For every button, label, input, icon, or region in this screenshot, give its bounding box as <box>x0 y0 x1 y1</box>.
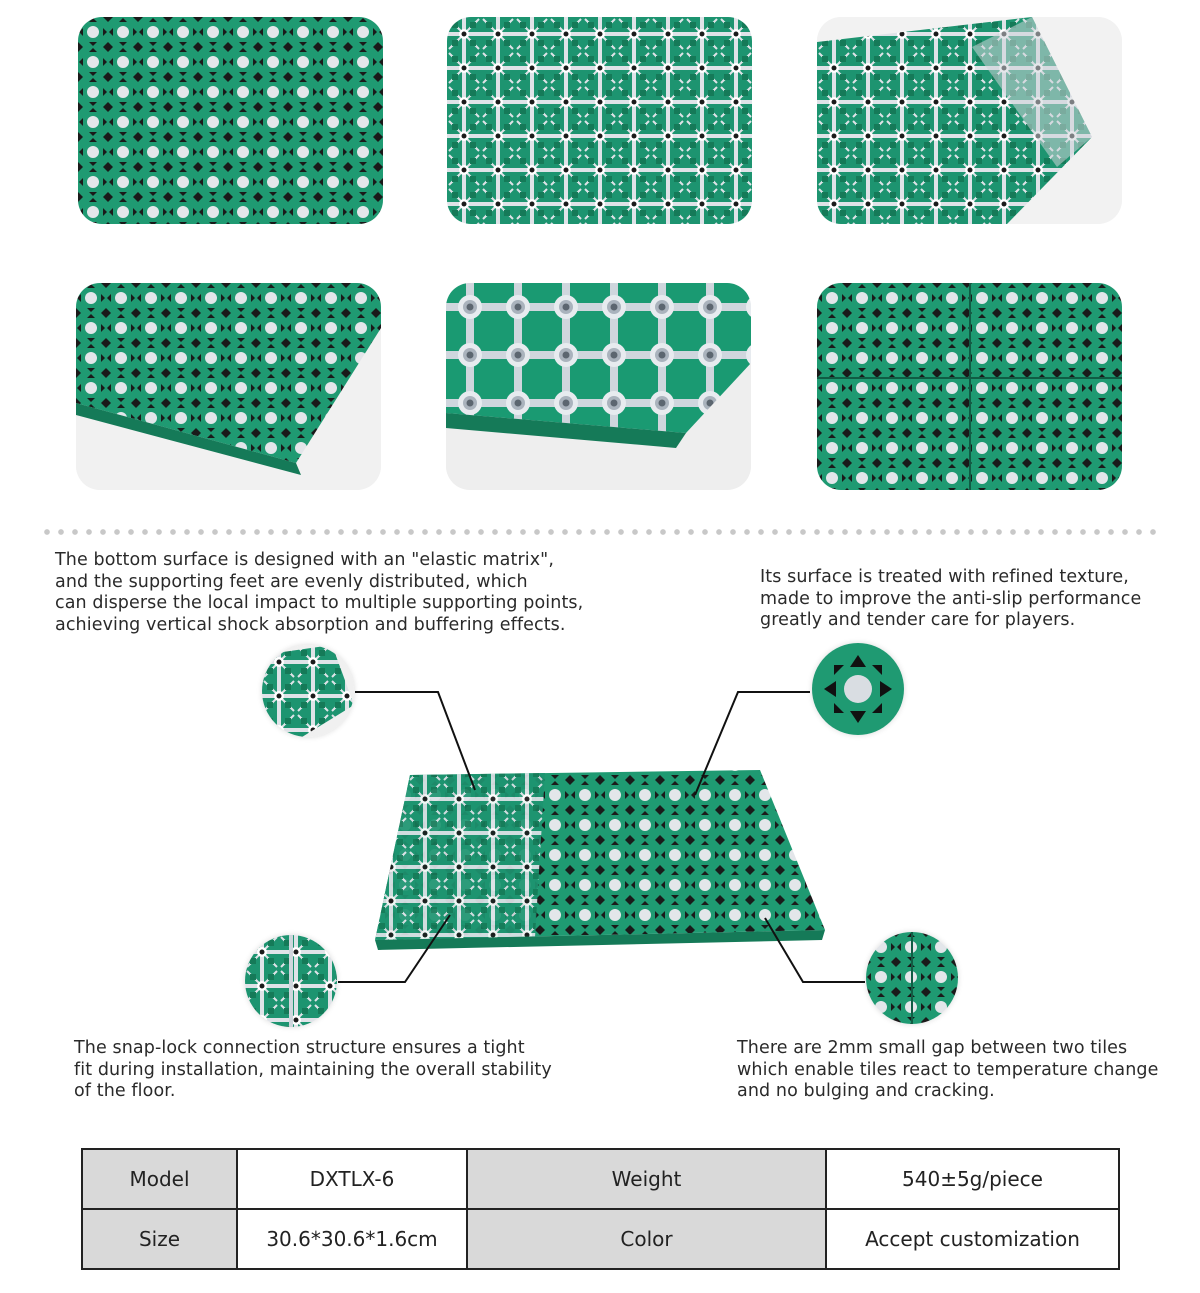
callout-tile-gap <box>866 932 958 1024</box>
note-snap-lock: The snap-lock connection structure ensures a tight fit during installation, maintaining the overall stability of the floor. <box>74 1038 552 1101</box>
note-refined-texture: Its surface is treated with refined texture, made to improve the anti-slip performance greatly and tender care for players. <box>760 567 1142 630</box>
table-row <box>82 1209 1119 1269</box>
callout-surface-texture <box>812 643 904 735</box>
callout-snap-lock <box>245 935 337 1027</box>
spec-label-color: Color <box>467 1209 826 1269</box>
table-row <box>82 1149 1119 1209</box>
spec-value-weight: 540±5g/piece <box>826 1149 1119 1209</box>
spec-value-color: Accept customization <box>826 1209 1119 1269</box>
callout-bottom-structure <box>262 645 354 737</box>
spec-label-size: Size <box>82 1209 237 1269</box>
note-elastic-matrix: The bottom surface is designed with an "elastic matrix", and the supporting feet are evenly distributed, which can disperse the local impact to multiple supporting points, achieving vertical shock absorption and buffering effects. <box>55 550 584 635</box>
note-tile-gap: There are 2mm small gap between two tiles which enable tiles react to temperature change and no bulging and cracking. <box>737 1038 1159 1101</box>
spec-table <box>81 1148 1120 1270</box>
spec-label-model: Model <box>82 1149 237 1209</box>
spec-value-size: 30.6*30.6*1.6cm <box>237 1209 467 1269</box>
spec-value-model: DXTLX-6 <box>237 1149 467 1209</box>
spec-label-weight: Weight <box>467 1149 826 1209</box>
